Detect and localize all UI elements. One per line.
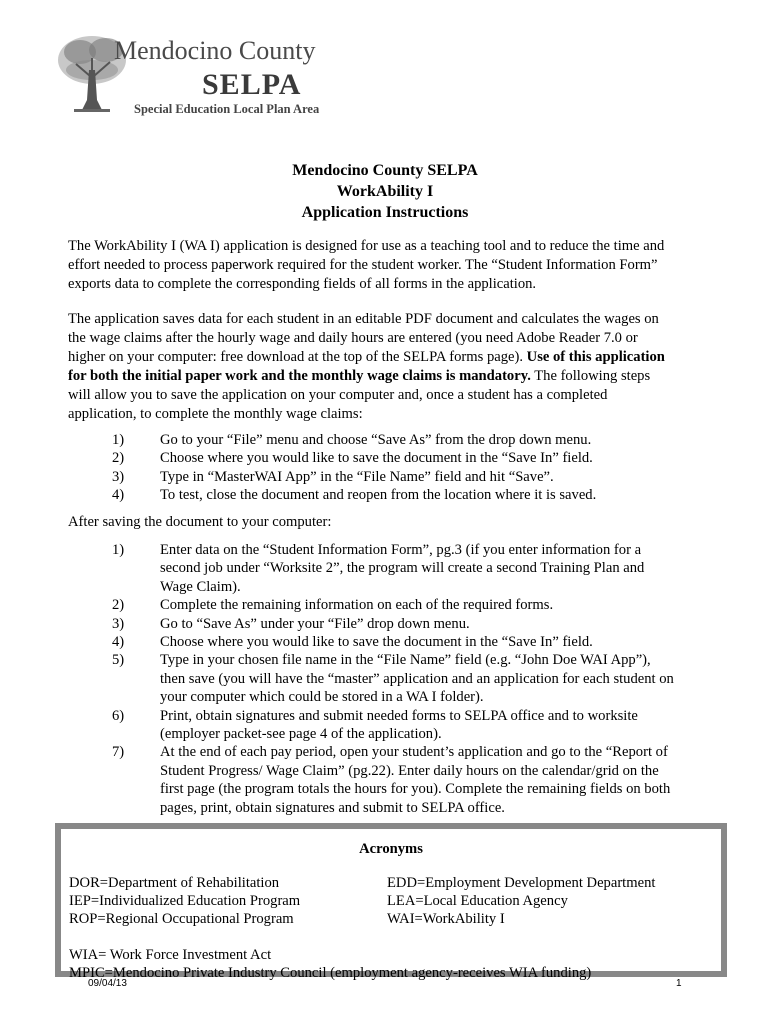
after-saving-heading: After saving the document to your computer: <box>68 514 332 530</box>
text-line: effort needed to process paperwork required for the student worker. The “Student Information Form” <box>68 257 658 273</box>
text-line: will allow you to save the application on your computer and, once a student has a completed <box>68 387 608 403</box>
text-line: application, to complete the monthly wage claims: <box>68 406 363 422</box>
list-item <box>68 596 708 614</box>
step-number: 7) <box>112 744 125 761</box>
list-item <box>68 707 708 744</box>
acronyms-full-width <box>69 946 591 982</box>
footer-date: 09/04/13 <box>88 978 127 989</box>
title-line-1: Mendocino County SELPA <box>292 162 478 179</box>
step-text: Go to “Save As” under your “File” drop down menu. <box>160 615 470 632</box>
list-item <box>68 651 708 706</box>
step-number: 1) <box>112 432 125 448</box>
step-text: then save (you will have the “master” application and an application for each student on <box>160 670 674 687</box>
step-text: Print, obtain signatures and submit needed forms to SELPA office and to worksite <box>160 707 638 724</box>
title-line-2: WorkAbility I <box>336 183 434 200</box>
list-item <box>68 541 708 596</box>
after-save-steps-list <box>68 541 708 817</box>
acronym-entry: IEP=Individualized Education Program <box>69 893 301 910</box>
list-item <box>68 468 708 486</box>
step-text: (employer packet-see page 4 of the application). <box>160 726 442 743</box>
text-line: The WorkAbility I (WA I) application is designed for use as a teaching tool and to reduce the time and <box>68 238 665 254</box>
save-steps-list <box>68 431 708 505</box>
step-number: 5) <box>112 652 125 669</box>
step-text: Choose where you would like to save the document in the “Save In” field. <box>160 450 593 467</box>
acronym-entry: WAI=WorkAbility I <box>387 911 505 928</box>
list-item <box>68 486 708 504</box>
list-item <box>68 615 708 633</box>
step-text: At the end of each pay period, open your student’s application and go to the “Report of <box>160 744 668 761</box>
list-item <box>68 633 708 651</box>
step-number: 2) <box>112 450 125 467</box>
step-text: Complete the remaining information on each of the required forms. <box>160 597 554 614</box>
selpa-logo <box>52 30 352 120</box>
text-run: higher on your computer: free download at the top of the SELPA forms page). <box>68 349 527 365</box>
acronyms-right-column <box>387 874 655 929</box>
text-line <box>68 348 708 367</box>
step-text: your computer which could be stored in a WA I folder). <box>160 689 484 706</box>
step-text: To test, close the document and reopen from the location where it is saved. <box>160 487 597 504</box>
list-item <box>68 449 708 467</box>
acronyms-title: Acronyms <box>359 841 423 857</box>
step-number: 6) <box>112 707 125 724</box>
text-line: The application saves data for each student in an editable PDF document and calculates the wages on <box>68 311 659 327</box>
acronyms-box <box>55 823 727 982</box>
text-run: The following steps <box>530 368 651 384</box>
title-line-3: Application Instructions <box>301 204 469 221</box>
step-number: 2) <box>112 597 125 614</box>
text-line: exports data to complete the corresponding fields of all forms in the application. <box>68 276 537 292</box>
step-text: Choose where you would like to save the document in the “Save In” field. <box>160 634 593 651</box>
step-number: 3) <box>112 468 125 485</box>
text-line: the wage claims after the hourly wage and daily hours are entered (you need Adobe Reader 7.0 or <box>68 330 638 346</box>
logo-selpa-text: SELPA <box>202 68 302 101</box>
mandatory-text: for both the initial paper work and the monthly wage claims is mandatory. <box>68 368 531 384</box>
page-number: 1 <box>676 978 682 989</box>
acronym-entry: LEA=Local Education Agency <box>387 893 568 910</box>
step-text: Type in “MasterWAI App” in the “File Name” field and hit “Save”. <box>160 468 554 485</box>
step-text: Go to your “File” menu and choose “Save As” from the drop down menu. <box>160 432 592 448</box>
step-text: Enter data on the “Student Information Form”, pg.3 (if you enter information for a <box>160 542 642 558</box>
step-text: second job under “Worksite 2”, the program will create a second Training Plan and <box>160 560 645 577</box>
application-paragraph <box>68 310 708 424</box>
acronym-entry: DOR=Department of Rehabilitation <box>69 875 280 891</box>
logo-subtitle: Special Education Local Plan Area <box>134 102 320 116</box>
step-text: Student Progress/ Wage Claim” (pg.22). Enter daily hours on the calendar/grid on the <box>160 762 659 779</box>
acronym-entry: EDD=Employment Development Department <box>387 875 656 891</box>
step-text: Wage Claim). <box>160 578 241 595</box>
acronym-entry: WIA= Work Force Investment Act <box>69 947 272 963</box>
document-title <box>0 160 770 223</box>
step-number: 4) <box>112 487 125 504</box>
list-item <box>68 743 708 817</box>
list-item <box>68 431 708 449</box>
step-number: 3) <box>112 615 125 632</box>
step-text: pages, print, obtain signatures and submit to SELPA office. <box>160 799 505 816</box>
acronyms-left-column <box>69 874 300 929</box>
step-text: first page (the program totals the hours for you). Complete the remaining fields on both <box>160 781 671 798</box>
mandatory-text: Use of this application <box>526 349 665 365</box>
step-text: Type in your chosen file name in the “File Name” field (e.g. “John Doe WAI App”), <box>160 652 651 669</box>
step-number: 1) <box>112 542 125 558</box>
step-number: 4) <box>112 634 125 651</box>
acronym-entry: MPIC=Mendocino Private Industry Council (employment agency-receives WIA funding) <box>69 965 592 982</box>
logo-county-text: Mendocino County <box>114 36 316 65</box>
text-line <box>68 367 708 386</box>
intro-paragraph <box>68 237 708 294</box>
acronym-entry: ROP=Regional Occupational Program <box>69 911 294 928</box>
